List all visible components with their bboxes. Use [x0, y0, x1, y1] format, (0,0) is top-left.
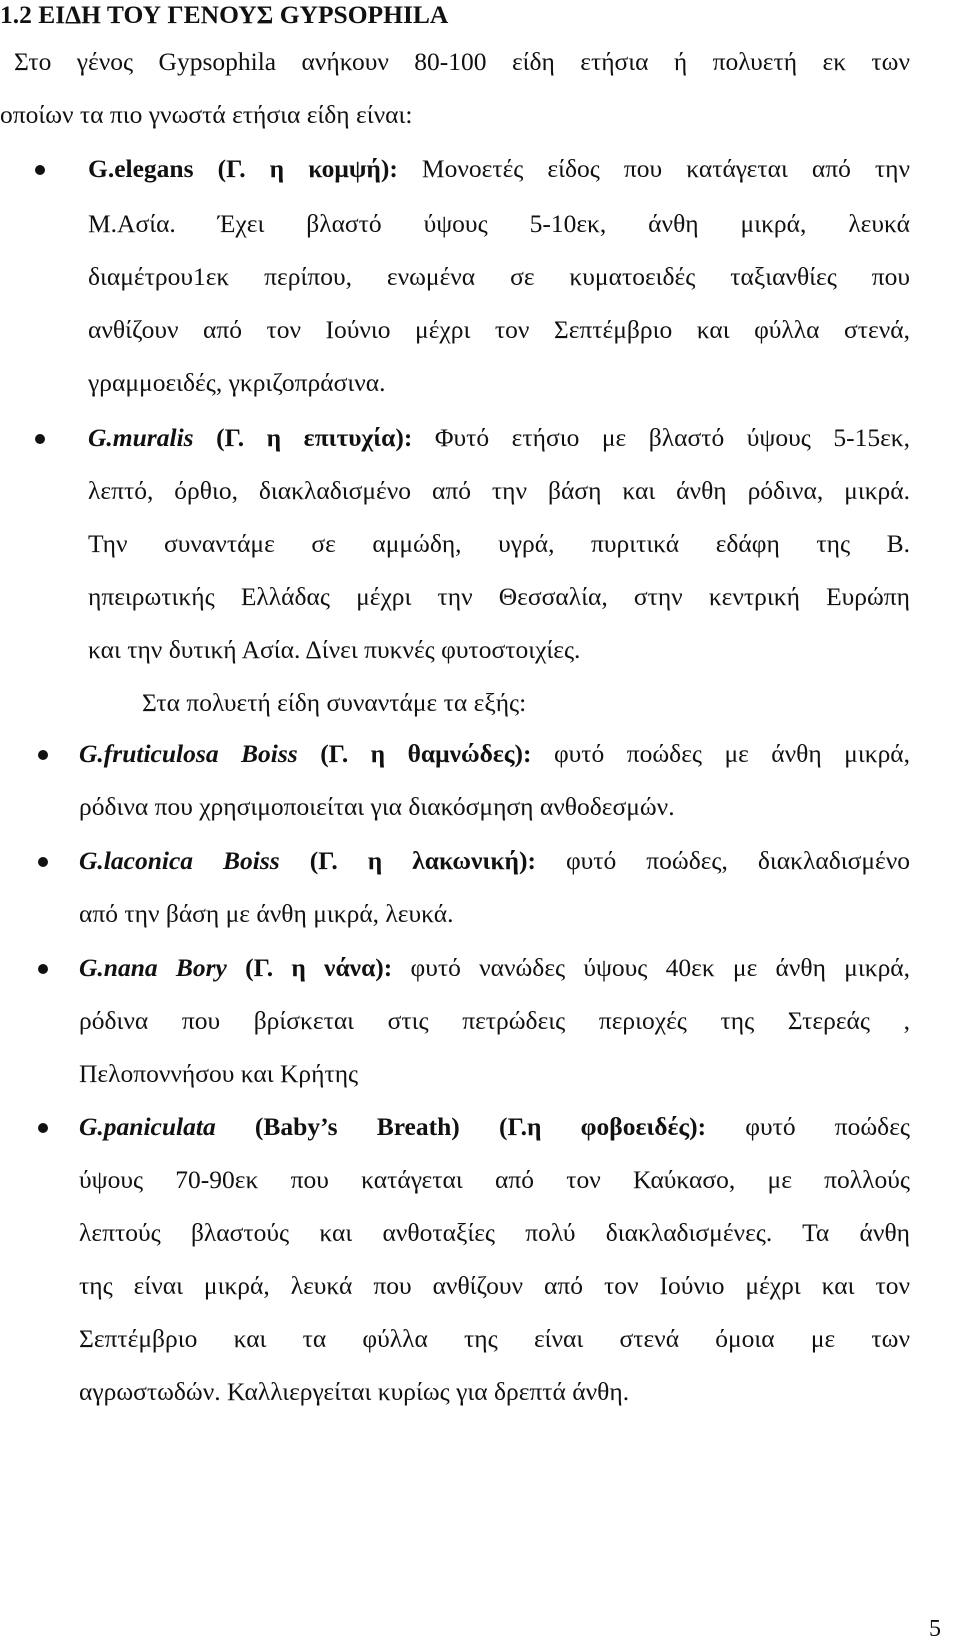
species-nana-common: (Γ. η νάνα):	[245, 953, 393, 982]
bullet-icon	[38, 857, 48, 867]
bullet-icon	[38, 1123, 48, 1133]
species-paniculata-line: αγρωστωδών. Καλλιεργείται κυρίως για δρεπτά άνθη.	[79, 1377, 630, 1406]
species-paniculata-line: της είναι μικρά, λευκά που ανθίζουν από τον Ιούνιο μέχρι και τον	[79, 1271, 910, 1300]
species-elegans-line: Μ.Ασία. Έχει βλαστό ύψους 5-10εκ, άνθη μικρά, λευκά	[88, 209, 910, 238]
bullet-icon	[35, 434, 45, 444]
species-fruticulosa-line: ρόδινα που χρησιμοποιείται για διακόσμηση ανθοδεσμών.	[79, 792, 675, 821]
species-fruticulosa-name: G.fruticulosa Boiss	[79, 739, 298, 768]
species-laconica-name: G.laconica Boiss	[79, 846, 280, 875]
perennial-intro: Στα πολυετή είδη συναντάμε τα εξής:	[142, 688, 527, 717]
species-fruticulosa-desc-start: φυτό ποώδες με άνθη μικρά,	[553, 739, 911, 768]
species-muralis-line: Την συναντάμε σε αμμώδη, υγρά, πυριτικά εδάφη της Β.	[88, 529, 910, 558]
species-nana-line: Πελοποννήσου και Κρήτης	[79, 1059, 359, 1088]
species-paniculata-desc-start: φυτό ποώδες	[745, 1112, 911, 1141]
bullet-icon	[38, 964, 48, 974]
species-paniculata-line: Σεπτέμβριο και τα φύλλα της είναι στενά όμοια με των	[79, 1324, 910, 1353]
species-muralis-line: ηπειρωτικής Ελλάδας μέχρι την Θεσσαλία, στην κεντρική Ευρώπη	[88, 582, 910, 611]
species-paniculata-common: (Γ.η φοβοειδές):	[498, 1112, 707, 1141]
species-laconica-desc-start: φυτό ποώδες, διακλαδισμένο	[565, 846, 910, 875]
species-elegans-line: γραμμοειδές, γκριζοπράσινα.	[88, 368, 386, 397]
page-number: 5	[929, 1616, 941, 1642]
species-nana-first-line	[79, 953, 910, 983]
species-laconica-line: από την βάση με άνθη μικρά, λευκά.	[79, 899, 454, 928]
intro-line-1: Στο γένος Gypsophila ανήκουν 80-100 είδη ετήσια ή πολυετή εκ των	[14, 47, 910, 76]
species-nana-name: G.nana Bory	[79, 953, 227, 982]
species-nana-line: ρόδινα που βρίσκεται στις πετρώδεις περιοχές της Στερεάς ,	[79, 1006, 910, 1035]
species-elegans-line: ανθίζουν από τον Ιούνιο μέχρι τον Σεπτέμβριο και φύλλα στενά,	[88, 315, 910, 344]
bullet-icon	[35, 165, 45, 175]
species-paniculata-name: G.paniculata	[79, 1112, 216, 1141]
species-muralis-desc-start: Φυτό ετήσιο με βλαστό ύψους 5-15εκ,	[434, 423, 911, 452]
species-elegans-name: G.elegans	[88, 154, 194, 183]
species-elegans-first-line	[88, 154, 910, 184]
bullet-icon	[38, 750, 48, 760]
intro-line-2: οποίων τα πιο γνωστά ετήσια είδη είναι:	[0, 100, 413, 129]
species-muralis-line: και την δυτική Ασία. Δίνει πυκνές φυτοστοιχίες.	[88, 635, 581, 664]
species-fruticulosa-common: (Γ. η θαμνώδες):	[320, 739, 532, 768]
species-muralis-common: (Γ. η επιτυχία):	[216, 423, 413, 452]
species-laconica-common: (Γ. η λακωνική):	[309, 846, 536, 875]
species-elegans-common: (Γ. η κομψή):	[217, 154, 398, 183]
species-paniculata-alias: (Baby’s Breath)	[254, 1112, 460, 1141]
species-nana-desc-start: φυτό νανώδες ύψους 40εκ με άνθη μικρά,	[410, 953, 911, 982]
species-muralis-line: λεπτό, όρθιο, διακλαδισμένο από την βάση και άνθη ρόδινα, μικρά.	[88, 476, 910, 505]
species-laconica-first-line	[79, 846, 910, 876]
species-paniculata-line: ύψους 70-90εκ που κατάγεται από τον Καύκασο, με πολλούς	[79, 1165, 910, 1194]
species-paniculata-first-line	[79, 1112, 910, 1142]
species-muralis-name: G.muralis	[88, 423, 194, 452]
species-elegans-desc-start: Μονοετές είδος που κατάγεται από την	[421, 154, 911, 183]
species-elegans-line: διαμέτρου1εκ περίπου, ενωμένα σε κυματοειδές ταξιανθίες που	[88, 262, 910, 291]
species-muralis-first-line	[88, 423, 910, 453]
species-fruticulosa-first-line	[79, 739, 910, 769]
section-heading: 1.2 ΕΙΔΗ ΤΟΥ ΓΕΝΟΥΣ GYPSOPHILA	[0, 0, 449, 29]
species-paniculata-line: λεπτούς βλαστούς και ανθοταξίες πολύ διακλαδισμένες. Τα άνθη	[79, 1218, 910, 1247]
